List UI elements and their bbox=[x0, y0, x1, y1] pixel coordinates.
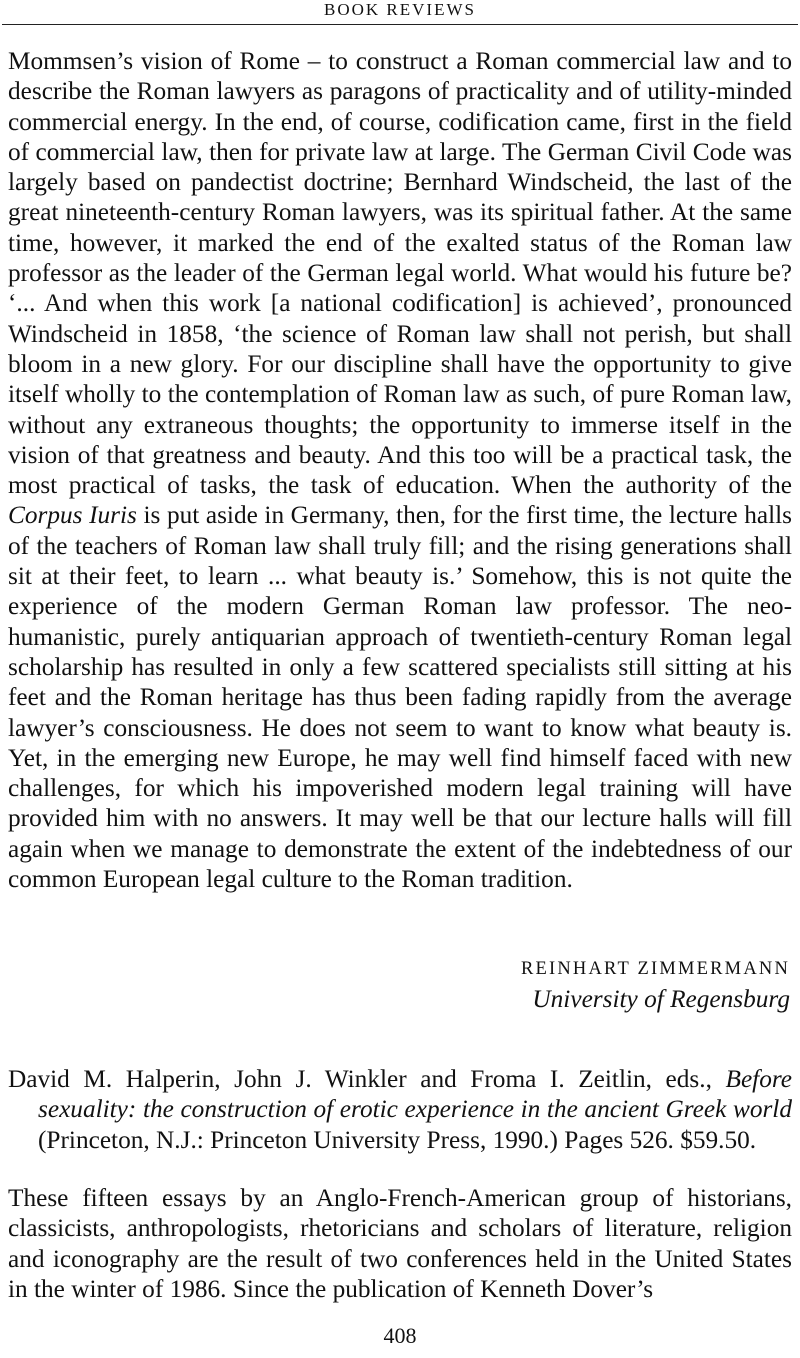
book-title: Before sexuality: the construction of erotic experience in the ancient Greek world bbox=[38, 1065, 792, 1124]
review-italic-title: Corpus Iuris bbox=[8, 501, 137, 530]
reviewer-signature bbox=[521, 954, 790, 1014]
book-editors: David M. Halperin, John J. Winkler and Froma I. Zeitlin, eds., bbox=[8, 1065, 712, 1093]
page-number: 408 bbox=[383, 1323, 417, 1348]
book-citation bbox=[8, 1064, 792, 1155]
running-head: BOOK REVIEWS bbox=[324, 0, 476, 19]
review-paragraph bbox=[8, 46, 792, 894]
review-text-part1: Mommsen’s vision of Rome – to construct a Roman commercial law and to describe the Roman lawyers as paragons of practicality and of utility-minded commercial energy. In the end, of course, codification came, first in the field of commercial law, then for private law at large. The German Civil Code was largely based on pandectist doctrine; Bernhard Windscheid, the last of the great nineteenth-century Roman lawyers, was its spiritual father. At the same time, however, it marked the end of the exalted status of the Roman law professor as the leader of the German legal world. What would his future be? ‘... And when this work [a national codification] is achieved’, pronounced Windscheid in 1858, ‘the science of Roman law shall not perish, but shall bloom in a new glory. For our discipline shall have the opportunity to give itself wholly to the contemplation of Roman law as such, of pure Roman law, without any extraneous thoughts; the opportunity to immerse itself in the vision of that greatness and beauty. And this too will be a practical task, the most practical of tasks, the task of education. When the authority of the bbox=[8, 47, 792, 500]
reviewer-affiliation: University of Regensburg bbox=[532, 985, 790, 1013]
review-text-part2: is put aside in Germany, then, for the first time, the lecture halls of the teachers of Roman law shall truly fill; and the rising generations shall sit at their feet, to learn ... what beauty is.’ Somehow, this is not quite the experience of the modern German Roman law professor. The neo-humanistic, purely antiquarian approach of twentieth-century Roman legal scholarship has resulted in only a few scattered specialists still sitting at his feet and the Roman heritage has thus been fading rapidly from the average lawyer’s consciousness. He does not seem to want to know what beauty is. Yet, in the emerging new Europe, he may well find himself faced with new challenges, for which his impoverished modern legal training will have provided him with no answers. It may well be that our lecture halls will fill again when we manage to demonstrate the extent of the indebtedness of our common European legal culture to the Roman tradition. bbox=[8, 501, 792, 894]
second-review-body bbox=[8, 1183, 792, 1304]
book-publication: (Princeton, N.J.: Princeton University Press, 1990.) Pages 526. $59.50. bbox=[38, 1125, 757, 1154]
review-body bbox=[8, 46, 792, 894]
second-review-paragraph: These fifteen essays by an Anglo-French-American group of historians, classicists, anthropologists, rhetoricians and scholars of literature, religion and iconography are the result of two conferences held in the United States in the winter of 1986. Since the publication of Kenneth Dover’s bbox=[8, 1184, 792, 1303]
reviewer-name: REINHART ZIMMERMANN bbox=[520, 959, 790, 979]
header-rule bbox=[2, 24, 798, 25]
